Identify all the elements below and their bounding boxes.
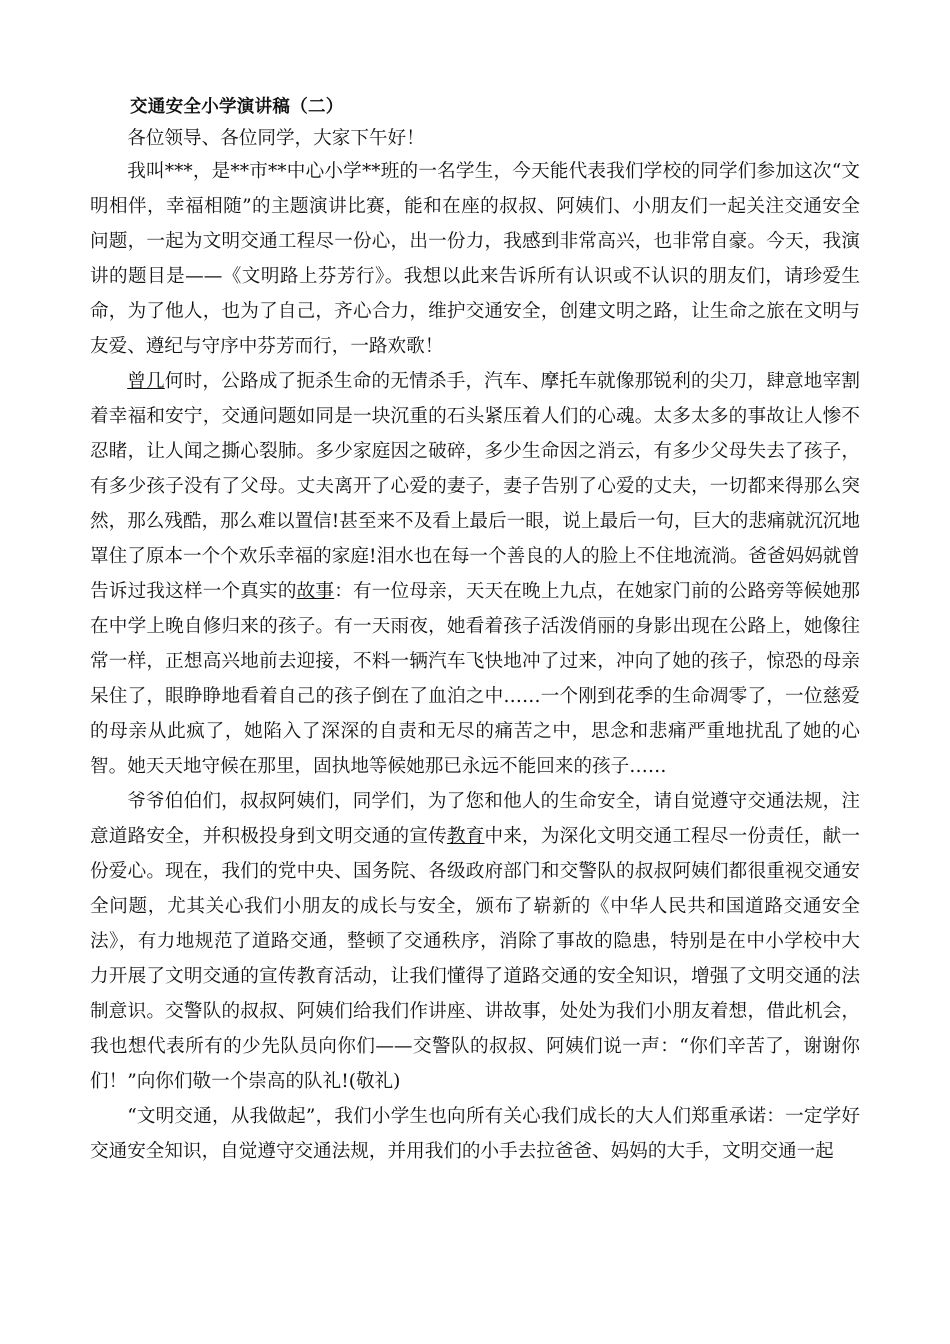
greeting-paragraph: 各位领导、各位同学，大家下午好！ (127, 128, 425, 149)
link-jiaoyu[interactable]: 教育 (446, 826, 485, 847)
appeal-text-part-1: 爷爷伯伯们，叔叔阿姨们，同学们，为了您和他人的生命安全，请自觉遵守交通法规，注意道路安全，并积极投身到文明交通的宣传 (90, 791, 860, 847)
appeal-paragraph (90, 784, 860, 1099)
intro-paragraph: 我叫***，是**市**中心小学**班的一名学生，今天能代表我们学校的同学们参加这次“文明相伴，幸福相随”的主题演讲比赛，能和在座的叔叔、阿姨们、小朋友们一起关注交通安全问题，一起为文明交通工程尽一份心，出一份力，我感到非常高兴，也非常自豪。今天，我演讲的题目是——《文明路上芬芳行》。我想以此来告诉所有认识或不认识的朋友们，请珍爱生命，为了他人，也为了自己，齐心合力，维护交通安全，创建文明之路，让生命之旅在文明与友爱、遵纪与守序中芬芳而行，一路欢歌！ (90, 161, 860, 357)
pledge-paragraph: “文明交通，从我做起”，我们小学生也向所有关心我们成长的大人们郑重承诺：一定学好交通安全知识，自觉遵守交通法规，并用我们的小手去拉爸爸、妈妈的大手，文明交通一起 (90, 1106, 860, 1162)
link-gushi[interactable]: 故事 (296, 581, 335, 602)
link-zengji[interactable]: 曾几 (127, 371, 165, 392)
document-page (90, 94, 860, 1169)
story-text-part-2: ：有一位母亲，天天在晚上九点，在她家门前的公路旁等候她那在中学上晚自修归来的孩子。有一天雨夜，她看着孩子活泼俏丽的身影出现在公路上，她像往常一样，正想高兴地前去迎接，不料一辆汽车飞快地冲了过来，冲向了她的孩子，惊恐的母亲呆住了，眼睁睁地看着自己的孩子倒在了血泊之中……一个刚到花季的生命凋零了，一位慈爱的母亲从此疯了，她陷入了深深的自责和无尽的痛苦之中，思念和悲痛严重地扰乱了她的心智。她天天地守候在那里，固执地等候她那已永远不能回来的孩子…… (90, 581, 860, 777)
appeal-text-part-2: 中来，为深化文明交通工程尽一份责任，献一份爱心。现在，我们的党中央、国务院、各级政府部门和交警队的叔叔阿姨们都很重视交通安全问题，尤其关心我们小朋友的成长与安全，颁布了崭新的《中华人民共和国道路交通安全法》，有力地规范了道路交通，整顿了交通秩序，消除了事故的隐患，特别是在中小学校中大力开展了文明交通的宣传教育活动，让我们懂得了道路交通的安全知识，增强了文明交通的法制意识。交警队的叔叔、阿姨们给我们作讲座、讲故事，处处为我们小朋友着想，借此机会，我也想代表所有的少先队员向你们——交警队的叔叔、阿姨们说一声：“你们辛苦了，谢谢你们！”向你们敬一个崇高的队礼!(敬礼) (90, 826, 860, 1092)
story-paragraph (90, 364, 860, 784)
page-title: 交通安全小学演讲稿（二） (130, 97, 344, 117)
story-text-part-1: 何时，公路成了扼杀生命的无情杀手，汽车、摩托车就像那锐利的尖刀，肆意地宰割着幸福和安宁，交通问题如同是一块沉重的石头紧压着人们的心魂。太多太多的事故让人惨不忍睹，让人闻之撕心裂肺。多少家庭因之破碎，多少生命因之消云，有多少父母失去了孩子，有多少孩子没有了父母。丈夫离开了心爱的妻子，妻子告别了心爱的丈夫，一切都来得那么突然，那么残酷，那么难以置信!甚至来不及看上最后一眼，说上最后一句，巨大的悲痛就沉沉地罩住了原本一个个欢乐幸福的家庭!泪水也在每一个善良的人的脸上不住地流淌。爸爸妈妈就曾告诉过我这样一个真实的 (90, 371, 860, 602)
